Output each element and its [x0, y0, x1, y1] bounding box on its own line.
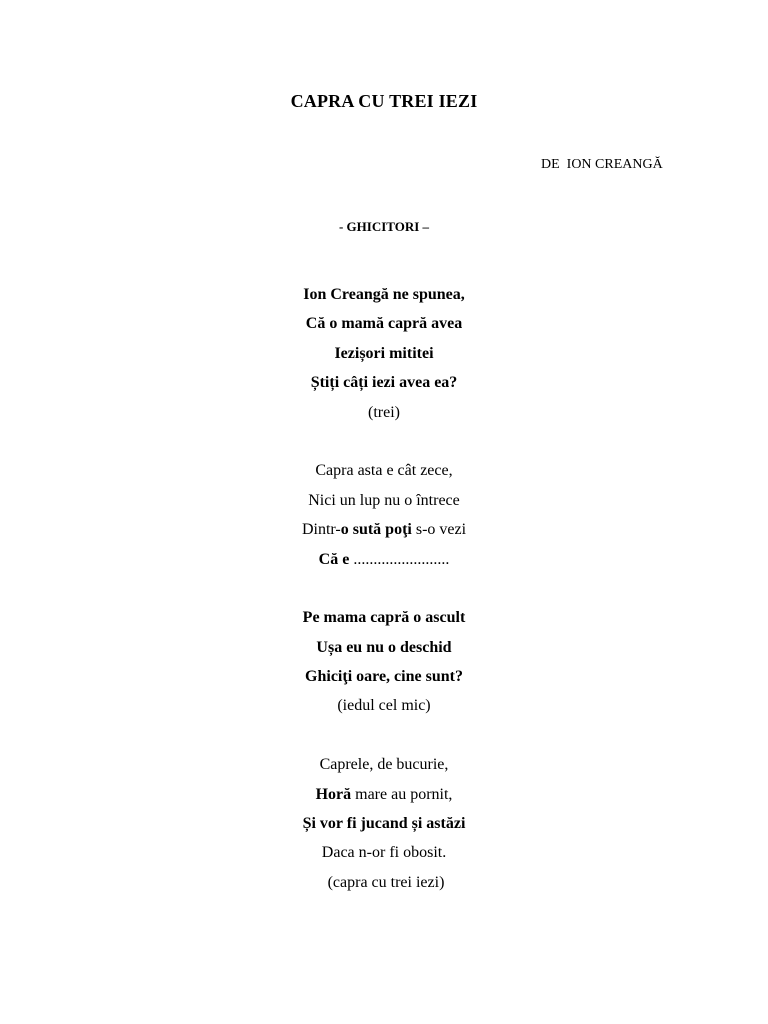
- line-text: Știți câți iezi avea ea?: [310, 374, 458, 392]
- poem-line: [0, 838, 768, 867]
- riddle-stanza: [0, 603, 768, 721]
- line-text: Dintr-: [301, 521, 341, 539]
- line-text: Daca n-or fi obosit.: [321, 844, 447, 862]
- poem-line: [0, 545, 768, 574]
- poem-line: [0, 486, 768, 515]
- poem-line: [0, 691, 768, 720]
- line-text: (iedul cel mic): [337, 697, 431, 715]
- line-text: o sută poţi: [340, 521, 412, 539]
- line-text: Ion Creangă ne spunea,: [303, 286, 465, 303]
- poem-line: [0, 633, 768, 662]
- poem-line: [0, 368, 768, 397]
- poem-line: [0, 603, 768, 632]
- poem-line: [0, 515, 768, 544]
- poem-line: [0, 280, 768, 309]
- line-text: mare au pornit,: [351, 785, 453, 803]
- poem-line: [0, 398, 768, 427]
- line-text: Ghiciţi oare, cine sunt?: [305, 668, 463, 686]
- line-text: Că o mamă capră avea: [305, 315, 463, 333]
- poem-line: [0, 809, 768, 838]
- line-text: ........................: [349, 550, 450, 568]
- poem-body: [0, 280, 768, 927]
- line-text: Iezișori mititei: [334, 344, 434, 362]
- riddle-stanza: [0, 750, 768, 897]
- line-text: (capra cu trei iezi): [323, 873, 445, 891]
- riddle-stanza: [0, 280, 768, 427]
- line-text: Pe mama capră o ascult: [302, 609, 466, 627]
- riddle-stanza: [0, 456, 768, 574]
- line-text: Și vor fi jucand și astăzi: [302, 815, 466, 833]
- poem-line: [0, 456, 768, 485]
- poem-line: [0, 868, 768, 897]
- line-text: Nici un lup nu o întrece: [308, 491, 460, 509]
- poem-line: [0, 780, 768, 809]
- poem-line: [0, 309, 768, 338]
- poem-line: [0, 750, 768, 779]
- line-text: s-o vezi: [411, 521, 467, 539]
- document-title: CAPRA CU TREI IEZI: [290, 91, 478, 111]
- line-text: (trei): [368, 403, 400, 421]
- section-heading: - GHICITORI –: [338, 219, 430, 234]
- line-text: Horă: [315, 785, 352, 803]
- line-text: Capra asta e cât zece,: [315, 462, 453, 480]
- poem-line: [0, 339, 768, 368]
- author-line: DE ION CREANGĂ: [541, 157, 663, 172]
- line-text: Ușa eu nu o deschid: [316, 638, 452, 656]
- line-text: Caprele, de bucurie,: [319, 756, 449, 774]
- line-text: Că e: [318, 550, 350, 568]
- poem-line: [0, 662, 768, 691]
